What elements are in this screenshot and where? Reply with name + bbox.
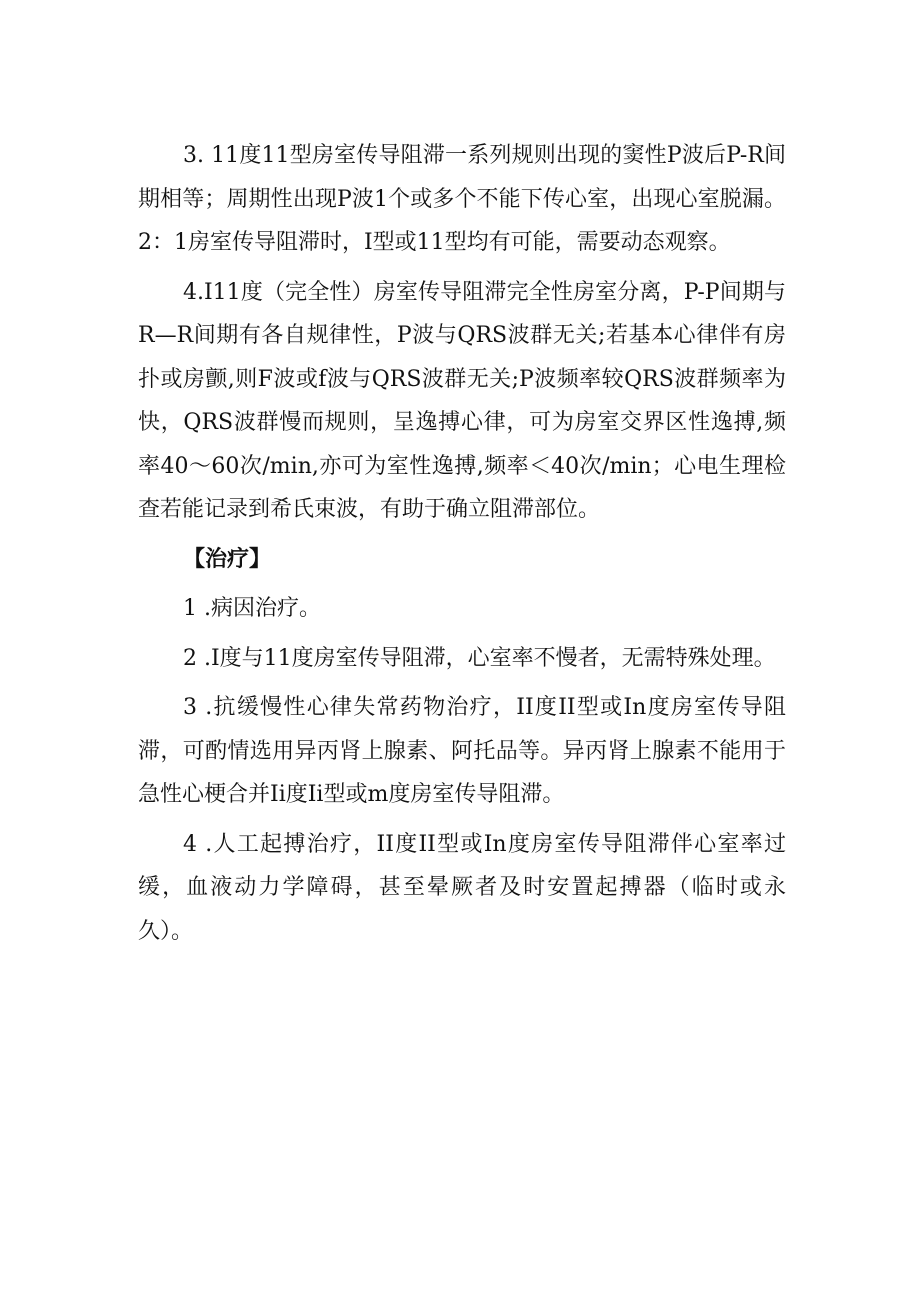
section-heading-treatment: 【治疗】 <box>183 545 272 572</box>
paragraph-type3-av-block: 4.I11度（完全性）房室传导阻滞完全性房室分离，P-P间期与R—R间期有各自规律性，P波与QRS波群无关;若基本心律伴有房扑或房颤,则F波或f波与QRS波群无关;P波频率较QRS波群频率为快，QRS波群慢而规则，呈逸搏心律，可为房室交界区性逸搏,频率40～60次/min,亦可为室性逸搏,频率＜40次/min；心电生理检查若能记录到希氏束波，有助于确立阻滞部位。 <box>138 279 786 522</box>
document-body <box>138 134 786 959</box>
paragraph-treatment-4: 4 .人工起搏治疗，II度II型或In度房室传导阻滞伴心室率过缓，血液动力学障碍，甚至晕厥者及时安置起搏器（临时或永久）。 <box>138 831 786 944</box>
paragraph-treatment-1: 1 .病因治疗。 <box>183 596 321 621</box>
paragraph-treatment-2: 2 .I度与11度房室传导阻滞，心室率不慢者，无需特殊处理。 <box>183 645 776 671</box>
paragraph-type2-av-block: 3. 11度11型房室传导阻滞一系列规则出现的窦性P波后P-R间期相等；周期性出现P波1个或多个不能下传心室，出现心室脱漏。2：1房室传导阻滞时，I型或11型均有可能，需要动态观察。 <box>138 143 786 255</box>
paragraph-treatment-3: 3 .抗缓慢性心律失常药物治疗，II度II型或In度房室传导阻滞，可酌情选用异丙肾上腺素、阿托品等。异丙肾上腺素不能用于急性心梗合并Ii度Ii型或m度房室传导阻滞。 <box>138 695 786 807</box>
